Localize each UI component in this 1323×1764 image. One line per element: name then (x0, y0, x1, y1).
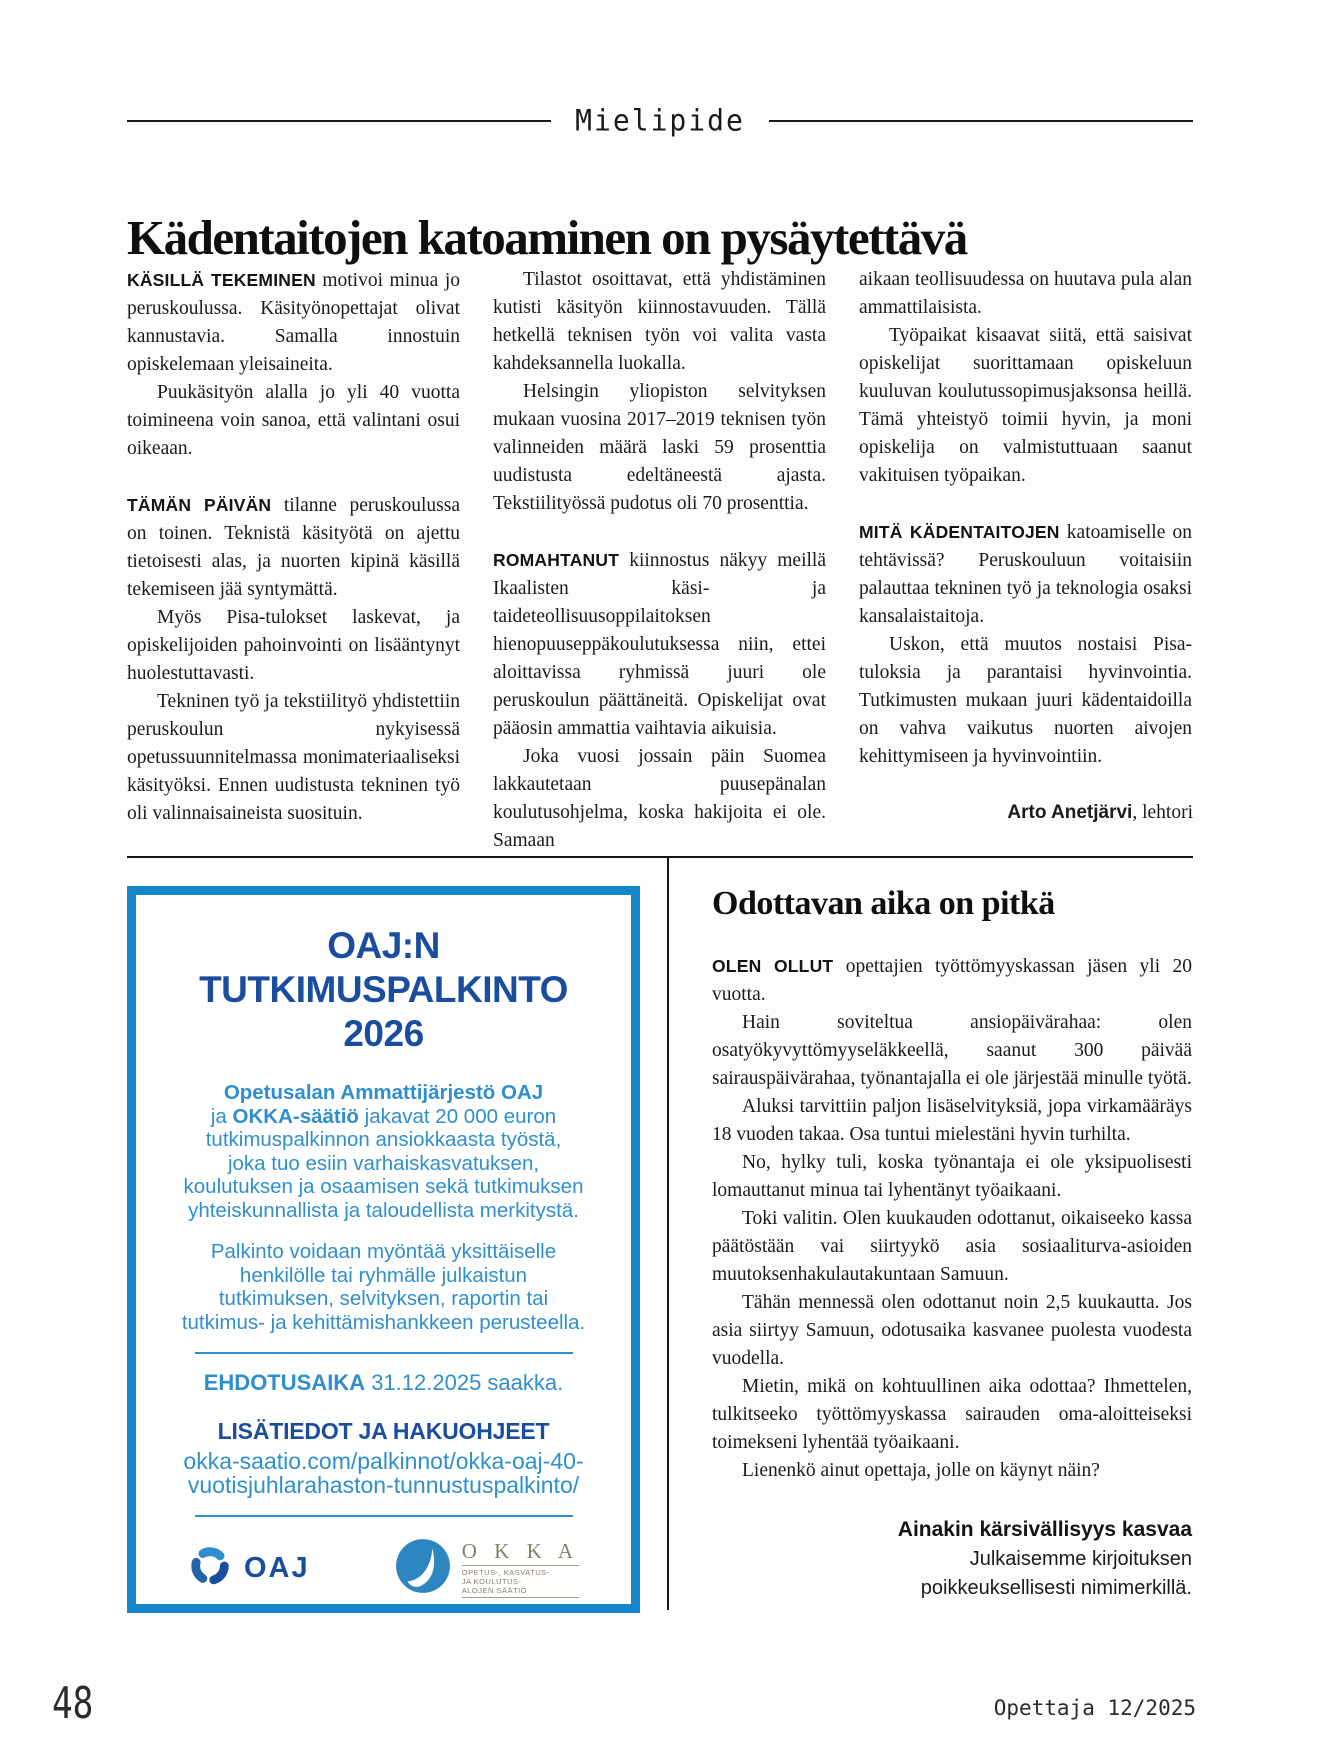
text-line (136, 1175, 631, 1199)
author-name: Arto Anetjärvi (1007, 802, 1133, 823)
signature-name: Ainakin kärsivällisyys kasvaa (897, 1518, 1192, 1541)
paragraph: TÄMÄN PÄIVÄN tilanne peruskoulussa on toinen. Teknistä käsityötä on ajettu tietoisesti alas, ja nuorten kipinä käsillä tekemiseen jää syntymättä. (127, 495, 460, 600)
lead-in: OLEN OLLUT (712, 956, 834, 976)
oaj-logo (188, 1544, 310, 1593)
okka-logo-label: O K K A (461, 1538, 579, 1563)
text-line (136, 1240, 631, 1264)
text-segment: tutkimus- ja kehittämishankkeen perusteella. (181, 1310, 586, 1334)
text-segment: henkilölle tai ryhmälle julkaistun (239, 1263, 528, 1287)
okka-globe-icon (394, 1537, 452, 1600)
paragraph: Lienenkö ainut opettaja, jolle on käynyt näin? (742, 1460, 1100, 1481)
kicker-label: Mielipide (575, 103, 745, 138)
lead-in: TÄMÄN PÄIVÄN (127, 495, 272, 515)
paragraph: Hain soviteltua ansiopäivärahaa: olen osatyökyvyttömyyseläkkeellä, saanut 300 päivää sairauspäivärahaa, työnantajalla ei ole järjestää minulle työtä. (712, 1012, 1192, 1089)
paragraph: Aluksi tarvittiin paljon lisäselvityksiä, jopa virkamääräys 18 vuoden takaa. Osa tuntui mielestäni hyvin turhilta. (712, 1096, 1192, 1145)
kicker-rule-right (769, 120, 1193, 122)
promo-criteria (136, 1240, 631, 1334)
okka-logo-subtext (462, 1565, 579, 1598)
text-segment: EHDOTUSAIKA (203, 1370, 366, 1395)
paragraph: aikaan teollisuudessa on huutava pula alan ammattilaisista. (859, 269, 1192, 318)
signature-block (712, 1515, 1192, 1603)
text-segment: tutkimuksen, selvityksen, raportin tai (218, 1287, 549, 1310)
text-line (136, 1287, 631, 1311)
text-line (136, 1152, 631, 1176)
article2 (712, 884, 1192, 1603)
paragraph: Uskon, että muutos nostaisi Pisa-tuloksia ja parantaisi hyvinvointia. Tutkimusten mukaan juuri kädentaidoilla on vahva vaikutus nuorten aivojen kehittymiseen ja hyvinvointiin. (859, 634, 1192, 767)
text-line (136, 1081, 631, 1105)
paragraph: MITÄ KÄDENTAITOJEN katoamiselle on tehtävissä? Peruskouluun voitaisiin palauttaa tekninen työ ja teknologia osaksi kansalaistaitoja. (859, 522, 1192, 627)
text-segment: OKKA-säätiö (232, 1104, 359, 1128)
paragraph: Työpaikat kisaavat siitä, että saisivat opiskelijat suorittamaan opiskeluun kuuluvan koulutussopimusjaksonsa heillä. Tämä yhteistyö toimii hyvin, ja moni opiskelija on valmistuttuaan saanut vakituisen työpaikan. (859, 325, 1192, 486)
paragraph: Helsingin yliopiston selvityksen mukaan vuosina 2017–2019 teknisen työn valinneiden määrä laski 59 prosenttia uudistusta edeltäneestä ajasta. Tekstiilityössä pudotus oli 70 prosenttia. (493, 381, 826, 514)
text-segment: jakavat 20 000 euron (358, 1104, 557, 1128)
text-segment: joka tuo esiin varhaiskasvatuksen, (227, 1151, 540, 1175)
text-line (136, 1264, 631, 1288)
promo-intro (136, 1081, 631, 1222)
article1-column-1 (127, 266, 460, 855)
info-url-line-1: okka-saatio.com/palkinnot/okka-oaj-40- (183, 1448, 584, 1474)
column-divider (667, 856, 669, 1610)
deadline-line (136, 1370, 631, 1396)
oaj-swirl-icon (188, 1544, 232, 1593)
lead-in: ROMAHTANUT (493, 550, 620, 570)
text-line (136, 1128, 631, 1152)
okka-sub-line: JA KOULUTUS- (461, 1576, 522, 1586)
article1-columns (127, 266, 1193, 855)
promo-title-line: TUTKIMUSPALKINTO (199, 969, 568, 1010)
text-segment: tutkimuspalkinnon ansiokkaasta työstä, (205, 1128, 562, 1151)
text-segment: 31.12.2025 saakka. (365, 1370, 564, 1395)
promo-title-line: OAJ:N (327, 925, 440, 966)
text-line (136, 1311, 631, 1335)
text-segment: ja (210, 1104, 233, 1128)
paragraph: Tähän mennessä olen odottanut noin 2,5 kuukautta. Jos asia siirtyy Samuun, odotusaika kasvanee puolesta vuodesta vuodella. (712, 1292, 1192, 1369)
paragraph: ROMAHTANUT kiinnostus näkyy meillä Ikaalisten käsi- ja taideteollisuusoppilaitoksen hienopuuseppäkoulutuksessa niin, ettei aloittavissa ryhmissä juuri ole peruskoulun päättäneitä. Opiskelijat ovat pääosin ammattia vaihtavia aikuisia. (493, 550, 826, 739)
kicker-row (127, 104, 1193, 137)
paragraph: KÄSILLÄ TEKEMINEN motivoi minua jo peruskoulussa. Käsityönopettajat olivat kannustavia. Samalla innostuin opiskelemaan yleisaineita. (127, 270, 460, 375)
article2-body (712, 952, 1192, 1485)
article1-title: Kädentaitojen katoaminen on pysäytettävä (127, 209, 967, 265)
lead-in: MITÄ KÄDENTAITOJEN (859, 522, 1060, 542)
text-segment: Palkinto voidaan myöntää yksittäiselle (210, 1240, 557, 1263)
article1-column-2 (493, 266, 826, 855)
signature-note-line: Julkaisemme kirjoituksen (969, 1548, 1192, 1570)
info-url-line-2: vuotisjuhlarahaston-tunnustuspalkinto/ (187, 1472, 580, 1498)
promo-box (127, 886, 640, 1613)
article1-column-3 (859, 266, 1192, 855)
text-segment: koulutuksen ja osaamisen sekä tutkimuksen (183, 1175, 584, 1198)
okka-sub-line: ALOJEN SÄÄTIÖ (461, 1585, 528, 1595)
signature-note-line: poikkeuksellisesti nimimerkillä. (920, 1577, 1192, 1599)
promo-box-title (136, 924, 631, 1056)
section-divider (127, 856, 1193, 858)
paragraph: Myös Pisa-tulokset laskevat, ja opiskelijoiden pahoinvointi on lisääntynyt huolestuttavasti. (127, 607, 460, 684)
info-heading: LISÄTIEDOT JA HAKUOHJEET (217, 1418, 550, 1444)
okka-logo (394, 1537, 579, 1600)
paragraph: Puukäsityön alalla jo yli 40 vuotta toimineena voin sanoa, että valintani osui oikeaan. (127, 382, 460, 459)
promo-title-line: 2026 (343, 1013, 424, 1054)
text-line (136, 1199, 631, 1223)
text-line (136, 1105, 631, 1129)
paragraph: No, hylky tuli, koska työnantaja ei ole yksipuolisesti lomauttanut minua tai lyhentänyt työaikaani. (712, 1152, 1192, 1201)
paragraph: Tekninen työ ja tekstiilityö yhdistettiin peruskoulun nykyisessä opetussuunnitelmassa monimateriaaliseksi käsityöksi. Ennen uudistusta tekninen työ oli valinnaisaineista suosituin. (127, 691, 460, 824)
okka-sub-line: OPETUS-, KASVATUS- (461, 1567, 550, 1577)
text-segment: yhteiskunnallista ja taloudellista merkitystä. (188, 1198, 579, 1222)
oaj-logo-label: OAJ (244, 1552, 310, 1584)
paragraph: Toki valitin. Olen kuukauden odottanut, oikaiseeko kassa päätöstään vai siirtyykö asia sosiaaliturva-asioiden muutoksenhakulautakuntaan Samuun. (712, 1208, 1192, 1285)
text-segment: Opetusalan Ammattijärjestö OAJ (223, 1081, 544, 1104)
okka-logo-text (462, 1540, 579, 1598)
author-role: , lehtori (1132, 802, 1193, 823)
author-line (857, 802, 1193, 824)
paragraph: OLEN OLLUT opettajien työttömyyskassan jäsen yli 20 vuotta. (712, 956, 1192, 1005)
kicker-rule-left (127, 120, 551, 122)
article2-title: Odottavan aika on pitkä (712, 885, 1055, 922)
lead-in: KÄSILLÄ TEKEMINEN (127, 270, 316, 290)
promo-divider-bottom (195, 1515, 573, 1517)
promo-divider-top (195, 1352, 573, 1354)
promo-logo-row (136, 1537, 631, 1600)
paragraph: Mietin, mikä on kohtuullinen aika odottaa? Ihmettelen, tulkitseeko työttömyyskassa sairauden oma-aloitteiseksi toimekseni lyhentää työaikaani. (712, 1376, 1192, 1453)
paragraph: Joka vuosi jossain päin Suomea lakkautetaan puusepänalan koulutusohjelma, koska hakijoita ei ole. Samaan (493, 746, 826, 851)
page-number: 48 (52, 1678, 94, 1729)
paragraph: Tilastot osoittavat, että yhdistäminen kutisti käsityön kiinnostavuuden. Tällä hetkellä teknisen työn voi valita vasta kahdeksannella luokalla. (493, 269, 826, 374)
issue-label: Opettaja 12/2025 (993, 1696, 1196, 1720)
